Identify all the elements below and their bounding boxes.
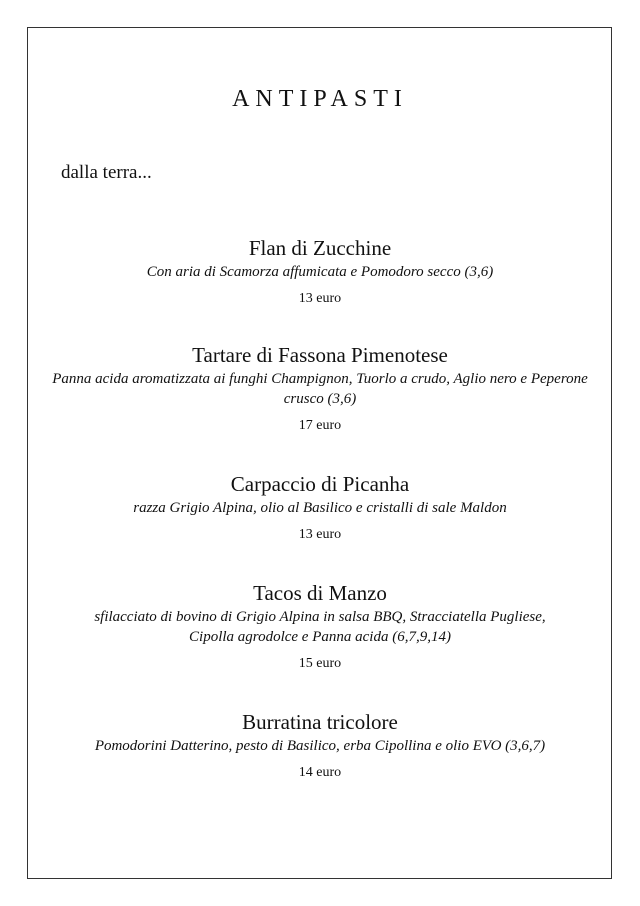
dish-price: 15 euro (298, 656, 342, 671)
dish-name: Tartare di Fassona Pimenotese (192, 343, 448, 367)
menu-title: ANTIPASTI (232, 86, 408, 112)
dish-price: 13 euro (298, 527, 342, 542)
dish-description: Con aria di Scamorza affumicata e Pomodoro secco (3,6) (146, 264, 494, 280)
dish-description: Panna acida aromatizzata ai funghi Champignon, Tuorlo a crudo, Aglio nero e Peperone crusco (3,6) (52, 371, 588, 407)
dish-item (30, 236, 610, 308)
dish-name: Carpaccio di Picanha (230, 472, 410, 496)
dish-description: sfilacciato di bovino di Grigio Alpina in salsa BBQ, Stracciatella Pugliese, Cipolla agrodolce e Panna acida (6,7,9,14) (94, 609, 546, 645)
section-heading: dalla terra... (61, 162, 152, 183)
dish-name: Flan di Zucchine (248, 236, 392, 260)
dish-item (30, 343, 610, 435)
dish-item (30, 581, 610, 673)
dish-item (30, 710, 610, 782)
dish-price: 14 euro (298, 765, 342, 780)
dish-name: Burratina tricolore (242, 710, 398, 734)
dish-description: razza Grigio Alpina, olio al Basilico e cristalli di sale Maldon (133, 500, 507, 516)
dish-price: 17 euro (298, 418, 342, 433)
dish-name: Tacos di Manzo (253, 581, 387, 605)
dish-description: Pomodorini Datterino, pesto di Basilico, erba Cipollina e olio EVO (3,6,7) (94, 738, 546, 754)
dish-item (30, 472, 610, 544)
dish-price: 13 euro (298, 291, 342, 306)
